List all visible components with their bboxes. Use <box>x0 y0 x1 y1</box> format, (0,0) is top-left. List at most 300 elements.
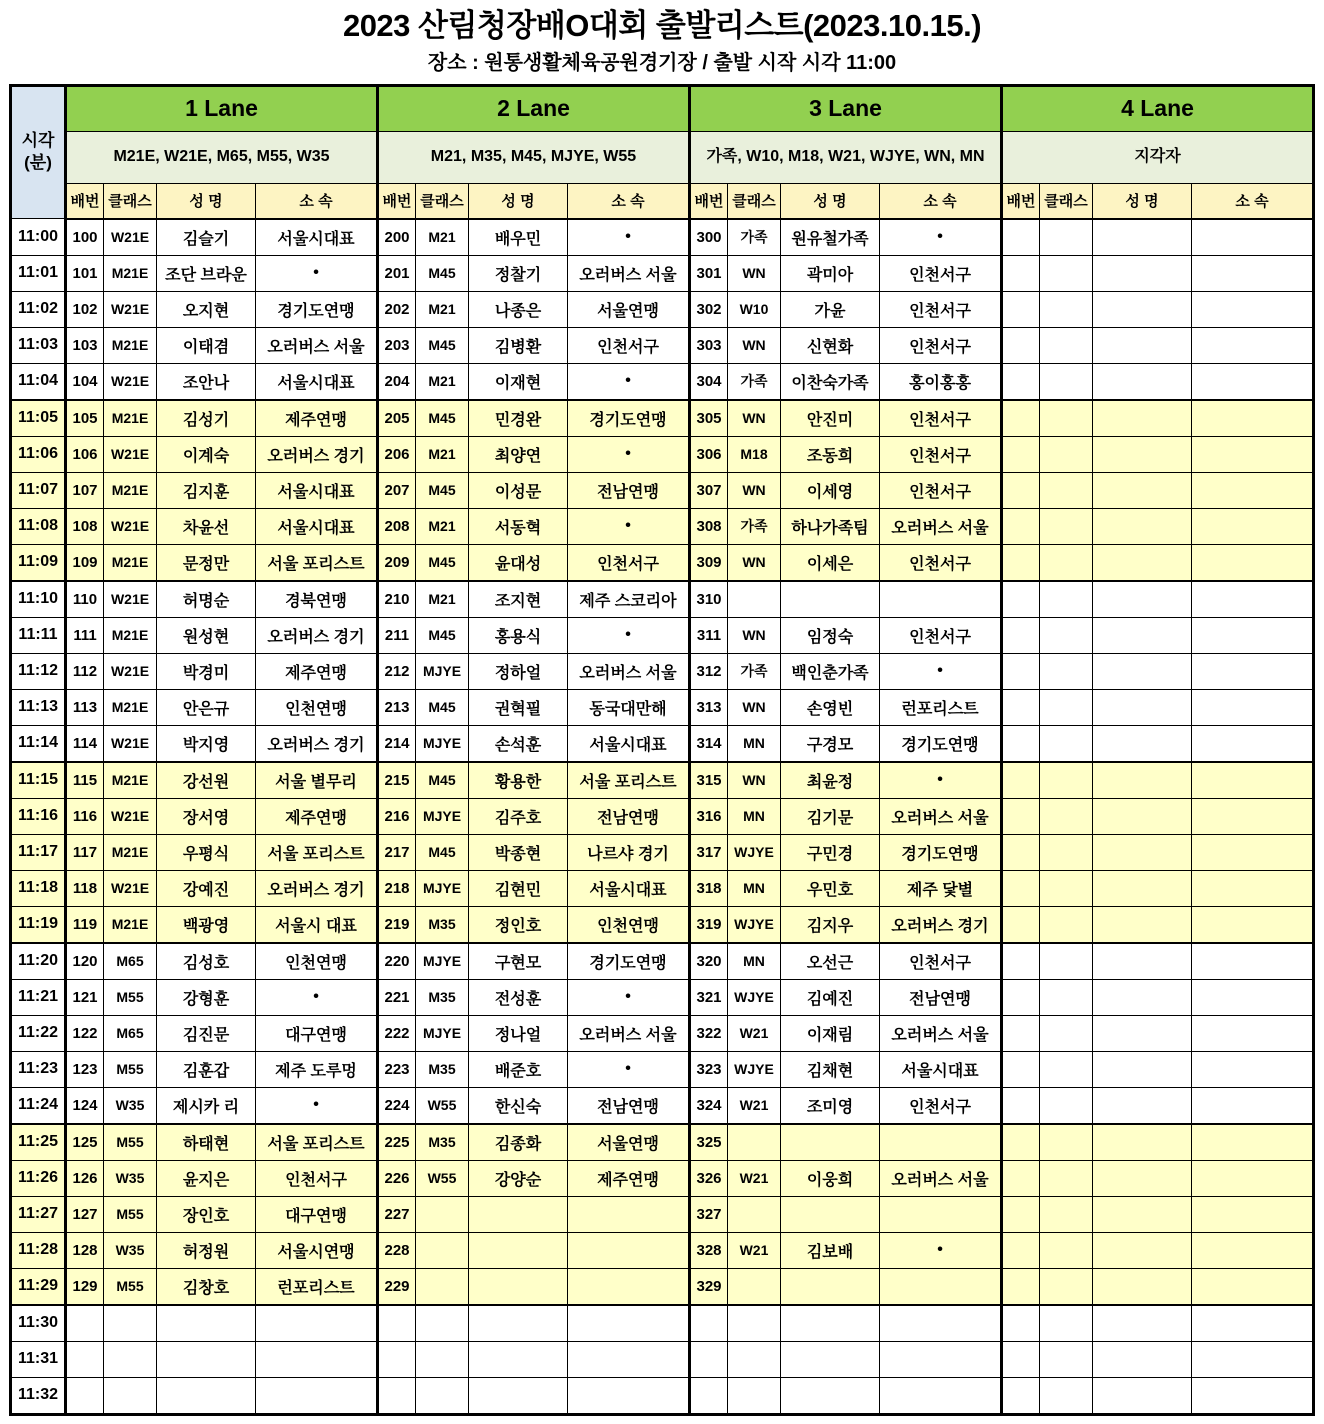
start-row <box>11 762 1314 799</box>
cell-bib <box>1002 653 1040 689</box>
cell-bib: 119 <box>66 906 104 943</box>
cell-club <box>1192 725 1314 762</box>
cell-bib <box>1002 870 1040 906</box>
cell-name: 하나가족팀 <box>781 508 880 544</box>
cell-name <box>469 1305 568 1342</box>
cell-class <box>1040 906 1093 943</box>
cell-club: 서울연맹 <box>568 1124 690 1161</box>
cell-bib: 323 <box>690 1051 728 1087</box>
start-row <box>11 581 1314 618</box>
cell-bib: 210 <box>378 581 416 618</box>
cell-name <box>781 1377 880 1414</box>
cell-bib: 220 <box>378 943 416 980</box>
cell-class: M45 <box>416 762 469 799</box>
cell-club: 오러버스 경기 <box>880 906 1002 943</box>
cell-club: 서울시 대표 <box>256 906 378 943</box>
col-header-class: 클래스 <box>1040 183 1093 219</box>
cell-name: 김예진 <box>781 979 880 1015</box>
cell-club: 오러버스 서울 <box>880 1015 1002 1051</box>
cell-bib: 107 <box>66 472 104 508</box>
cell-name: 이성문 <box>469 472 568 508</box>
cell-bib: 207 <box>378 472 416 508</box>
time-cell: 11:31 <box>11 1341 66 1377</box>
cell-club: • <box>256 1087 378 1124</box>
cell-name: 배준호 <box>469 1051 568 1087</box>
cell-bib: 224 <box>378 1087 416 1124</box>
cell-club <box>1192 1160 1314 1196</box>
cell-class: W21E <box>104 870 157 906</box>
cell-club: 서울시대표 <box>256 363 378 400</box>
cell-bib: 307 <box>690 472 728 508</box>
cell-bib: 113 <box>66 689 104 725</box>
cell-name: 정하얼 <box>469 653 568 689</box>
time-cell: 11:08 <box>11 508 66 544</box>
cell-class: 가족 <box>728 653 781 689</box>
cell-class <box>1040 798 1093 834</box>
start-row <box>11 1305 1314 1342</box>
time-cell: 11:00 <box>11 219 66 256</box>
cell-class <box>1040 1015 1093 1051</box>
cell-class: WJYE <box>728 906 781 943</box>
time-cell: 11:21 <box>11 979 66 1015</box>
cell-bib: 225 <box>378 1124 416 1161</box>
cell-class <box>1040 1196 1093 1232</box>
cell-club <box>256 1341 378 1377</box>
cell-club: 서울 포리스트 <box>568 762 690 799</box>
start-list-table <box>9 84 1315 1416</box>
cell-class: M45 <box>416 544 469 581</box>
cell-club: • <box>568 436 690 472</box>
cell-club <box>1192 1232 1314 1268</box>
cell-class <box>104 1305 157 1342</box>
time-header-line1: 시각 <box>21 131 55 151</box>
cell-name: 하태현 <box>157 1124 256 1161</box>
cell-name: 원성현 <box>157 617 256 653</box>
cell-name <box>781 1124 880 1161</box>
cell-class: M45 <box>416 400 469 437</box>
cell-name: 김진문 <box>157 1015 256 1051</box>
cell-class: M55 <box>104 979 157 1015</box>
cell-name: 정나얼 <box>469 1015 568 1051</box>
time-cell: 11:14 <box>11 725 66 762</box>
start-row <box>11 400 1314 437</box>
cell-club: 서울 포리스트 <box>256 1124 378 1161</box>
cell-name: 문정만 <box>157 544 256 581</box>
time-cell: 11:01 <box>11 255 66 291</box>
cell-class: M55 <box>104 1051 157 1087</box>
col-header-name: 성 명 <box>781 183 880 219</box>
cell-class <box>416 1341 469 1377</box>
cell-class: 가족 <box>728 363 781 400</box>
lane-4-classes: 지각자 <box>1002 131 1314 183</box>
cell-name <box>781 1305 880 1342</box>
cell-class: M21 <box>416 291 469 327</box>
cell-club: 경북연맹 <box>256 581 378 618</box>
cell-name: 김보배 <box>781 1232 880 1268</box>
cell-bib <box>1002 906 1040 943</box>
cell-class <box>1040 1160 1093 1196</box>
cell-name: 최양연 <box>469 436 568 472</box>
col-header-bib: 배번 <box>378 183 416 219</box>
cell-name: 이계숙 <box>157 436 256 472</box>
cell-name: 홍용식 <box>469 617 568 653</box>
time-cell: 11:17 <box>11 834 66 870</box>
cell-bib: 103 <box>66 327 104 363</box>
cell-bib: 321 <box>690 979 728 1015</box>
cell-name: 제시카 리 <box>157 1087 256 1124</box>
cell-bib <box>1002 617 1040 653</box>
cell-bib: 214 <box>378 725 416 762</box>
cell-class <box>728 581 781 618</box>
cell-class <box>1040 472 1093 508</box>
cell-club: 경기도연맹 <box>568 400 690 437</box>
cell-class: W21E <box>104 725 157 762</box>
start-row <box>11 870 1314 906</box>
cell-name: 가윤 <box>781 291 880 327</box>
cell-club <box>568 1377 690 1414</box>
cell-name: 강형훈 <box>157 979 256 1015</box>
time-cell: 11:12 <box>11 653 66 689</box>
cell-bib: 216 <box>378 798 416 834</box>
cell-bib: 316 <box>690 798 728 834</box>
cell-name <box>1093 1124 1192 1161</box>
cell-bib: 306 <box>690 436 728 472</box>
cell-name: 조안나 <box>157 363 256 400</box>
cell-bib <box>1002 1232 1040 1268</box>
cell-bib <box>1002 363 1040 400</box>
cell-bib <box>1002 255 1040 291</box>
cell-name: 장서영 <box>157 798 256 834</box>
cell-class <box>1040 943 1093 980</box>
cell-class <box>1040 1232 1093 1268</box>
cell-club: 인천서구 <box>880 400 1002 437</box>
cell-class: M45 <box>416 472 469 508</box>
cell-bib <box>1002 1377 1040 1414</box>
cell-class: M65 <box>104 1015 157 1051</box>
start-row <box>11 725 1314 762</box>
time-cell: 11:23 <box>11 1051 66 1087</box>
cell-club: 오러버스 경기 <box>256 436 378 472</box>
cell-name <box>1093 870 1192 906</box>
cell-name: 조단 브라운 <box>157 255 256 291</box>
cell-name: 우평식 <box>157 834 256 870</box>
cell-class: MJYE <box>416 798 469 834</box>
cell-club: 전남연맹 <box>880 979 1002 1015</box>
cell-class: W55 <box>416 1087 469 1124</box>
cell-club <box>1192 219 1314 256</box>
cell-class <box>104 1341 157 1377</box>
cell-class: MJYE <box>416 943 469 980</box>
start-row <box>11 798 1314 834</box>
cell-bib <box>66 1341 104 1377</box>
time-cell: 11:18 <box>11 870 66 906</box>
cell-name: 강선원 <box>157 762 256 799</box>
cell-class: M21 <box>416 581 469 618</box>
cell-club: • <box>568 219 690 256</box>
cell-name: 박종현 <box>469 834 568 870</box>
col-header-name: 성 명 <box>469 183 568 219</box>
cell-club <box>880 1124 1002 1161</box>
cell-bib: 206 <box>378 436 416 472</box>
page-title: 2023 산림청장배O대회 출발리스트(2023.10.15.) <box>342 8 982 43</box>
cell-club <box>880 581 1002 618</box>
cell-club: 동국대만해 <box>568 689 690 725</box>
start-row <box>11 834 1314 870</box>
cell-club <box>1192 291 1314 327</box>
cell-club: 경기도연맹 <box>568 943 690 980</box>
cell-name <box>469 1377 568 1414</box>
cell-club: 인천서구 <box>256 1160 378 1196</box>
cell-name <box>1093 617 1192 653</box>
start-row <box>11 979 1314 1015</box>
time-cell: 11:26 <box>11 1160 66 1196</box>
cell-name: 안은규 <box>157 689 256 725</box>
cell-club <box>880 1196 1002 1232</box>
cell-club: 오러버스 서울 <box>256 327 378 363</box>
time-cell: 11:09 <box>11 544 66 581</box>
cell-bib: 217 <box>378 834 416 870</box>
col-header-club: 소 속 <box>1192 183 1314 219</box>
lane-2-classes: M21, M35, M45, MJYE, W55 <box>378 131 690 183</box>
cell-club <box>1192 689 1314 725</box>
cell-class <box>728 1377 781 1414</box>
cell-bib: 305 <box>690 400 728 437</box>
cell-club: 전남연맹 <box>568 1087 690 1124</box>
cell-class <box>1040 436 1093 472</box>
cell-club: 서울 포리스트 <box>256 834 378 870</box>
cell-club <box>1192 400 1314 437</box>
cell-class: MJYE <box>416 725 469 762</box>
cell-class: MN <box>728 943 781 980</box>
cell-class: M45 <box>416 689 469 725</box>
cell-name <box>1093 1196 1192 1232</box>
cell-club: • <box>880 1232 1002 1268</box>
cell-club: 서울시대표 <box>880 1051 1002 1087</box>
cell-bib: 218 <box>378 870 416 906</box>
cell-class <box>1040 689 1093 725</box>
cell-bib <box>1002 725 1040 762</box>
cell-bib: 300 <box>690 219 728 256</box>
cell-bib: 115 <box>66 762 104 799</box>
cell-name <box>1093 943 1192 980</box>
time-cell: 11:04 <box>11 363 66 400</box>
cell-club: 런포리스트 <box>256 1268 378 1305</box>
cell-name <box>1093 255 1192 291</box>
cell-club: 인천서구 <box>880 327 1002 363</box>
time-cell: 11:16 <box>11 798 66 834</box>
cell-class: WN <box>728 544 781 581</box>
cell-class <box>416 1196 469 1232</box>
cell-name <box>1093 653 1192 689</box>
cell-name <box>781 1268 880 1305</box>
cell-class: W21 <box>728 1232 781 1268</box>
cell-club <box>568 1196 690 1232</box>
cell-name: 권혁필 <box>469 689 568 725</box>
cell-name: 원유철가족 <box>781 219 880 256</box>
cell-name <box>1093 762 1192 799</box>
cell-name <box>1093 1268 1192 1305</box>
cell-club: 인천서구 <box>880 617 1002 653</box>
cell-name: 이웅희 <box>781 1160 880 1196</box>
cell-club: 제주연맹 <box>256 798 378 834</box>
cell-class: W21E <box>104 653 157 689</box>
cell-club <box>1192 906 1314 943</box>
cell-bib: 324 <box>690 1087 728 1124</box>
cell-name <box>1093 906 1192 943</box>
cell-name: 우민호 <box>781 870 880 906</box>
cell-club: 인천연맹 <box>568 906 690 943</box>
cell-club: 서울시대표 <box>256 472 378 508</box>
cell-bib: 228 <box>378 1232 416 1268</box>
cell-name <box>157 1377 256 1414</box>
cell-club: 인천서구 <box>880 1087 1002 1124</box>
cell-class <box>728 1305 781 1342</box>
start-row <box>11 363 1314 400</box>
cell-bib: 226 <box>378 1160 416 1196</box>
cell-club: 서울시대표 <box>568 725 690 762</box>
cell-name: 곽미아 <box>781 255 880 291</box>
cell-class: W21E <box>104 363 157 400</box>
cell-class: WJYE <box>728 1051 781 1087</box>
cell-club: 서울 포리스트 <box>256 544 378 581</box>
cell-class: M21E <box>104 906 157 943</box>
cell-bib <box>1002 219 1040 256</box>
cell-club: • <box>880 219 1002 256</box>
cell-name: 나종은 <box>469 291 568 327</box>
cell-bib <box>1002 544 1040 581</box>
cell-class: M21E <box>104 472 157 508</box>
time-cell: 11:03 <box>11 327 66 363</box>
cell-bib: 203 <box>378 327 416 363</box>
cell-club <box>568 1268 690 1305</box>
cell-club: • <box>568 979 690 1015</box>
cell-class: W21 <box>728 1087 781 1124</box>
cell-bib: 209 <box>378 544 416 581</box>
cell-name <box>1093 508 1192 544</box>
cell-name: 조동희 <box>781 436 880 472</box>
cell-class <box>1040 1305 1093 1342</box>
cell-class: M21 <box>416 508 469 544</box>
start-row <box>11 943 1314 980</box>
cell-class <box>1040 762 1093 799</box>
time-cell: 11:29 <box>11 1268 66 1305</box>
cell-name: 민경완 <box>469 400 568 437</box>
lane-1-classes: M21E, W21E, M65, M55, W35 <box>66 131 378 183</box>
cell-club <box>1192 436 1314 472</box>
cell-name: 김주호 <box>469 798 568 834</box>
cell-class: W21E <box>104 219 157 256</box>
cell-name: 이재림 <box>781 1015 880 1051</box>
cell-bib <box>1002 1051 1040 1087</box>
cell-bib: 111 <box>66 617 104 653</box>
cell-club <box>880 1377 1002 1414</box>
cell-name <box>1093 798 1192 834</box>
lane-2-header: 2 Lane <box>378 85 690 131</box>
cell-bib: 319 <box>690 906 728 943</box>
cell-bib <box>1002 979 1040 1015</box>
cell-name <box>469 1196 568 1232</box>
cell-name: 김종화 <box>469 1124 568 1161</box>
cell-bib: 110 <box>66 581 104 618</box>
cell-bib <box>690 1377 728 1414</box>
cell-bib: 303 <box>690 327 728 363</box>
cell-club <box>880 1268 1002 1305</box>
lane-1-header: 1 Lane <box>66 85 378 131</box>
cell-class <box>1040 1268 1093 1305</box>
cell-class: MN <box>728 798 781 834</box>
cell-class: WN <box>728 762 781 799</box>
cell-club: 인천서구 <box>880 436 1002 472</box>
start-row <box>11 653 1314 689</box>
cell-class <box>1040 834 1093 870</box>
cell-name <box>469 1268 568 1305</box>
cell-class <box>1040 979 1093 1015</box>
cell-class <box>1040 219 1093 256</box>
cell-name: 김병환 <box>469 327 568 363</box>
cell-bib <box>1002 581 1040 618</box>
cell-club <box>1192 1015 1314 1051</box>
cell-name: 한신숙 <box>469 1087 568 1124</box>
cell-bib: 222 <box>378 1015 416 1051</box>
cell-class <box>1040 544 1093 581</box>
cell-class: M35 <box>416 1124 469 1161</box>
cell-club <box>1192 255 1314 291</box>
cell-club: • <box>880 653 1002 689</box>
cell-bib: 313 <box>690 689 728 725</box>
lane-3-header: 3 Lane <box>690 85 1002 131</box>
cell-class: 가족 <box>728 508 781 544</box>
cell-class <box>1040 1051 1093 1087</box>
cell-club <box>1192 508 1314 544</box>
cell-bib: 310 <box>690 581 728 618</box>
time-cell: 11:22 <box>11 1015 66 1051</box>
cell-club: 전남연맹 <box>568 798 690 834</box>
time-cell: 11:13 <box>11 689 66 725</box>
cell-club <box>1192 870 1314 906</box>
cell-name: 구현모 <box>469 943 568 980</box>
cell-class <box>1040 581 1093 618</box>
cell-class <box>1040 653 1093 689</box>
cell-class: M35 <box>416 906 469 943</box>
cell-bib: 129 <box>66 1268 104 1305</box>
cell-bib: 227 <box>378 1196 416 1232</box>
time-cell: 11:19 <box>11 906 66 943</box>
cell-bib: 116 <box>66 798 104 834</box>
cell-name: 김성기 <box>157 400 256 437</box>
cell-name: 윤지은 <box>157 1160 256 1196</box>
cell-class <box>1040 870 1093 906</box>
cell-club: 런포리스트 <box>880 689 1002 725</box>
cell-club: 제주연맹 <box>568 1160 690 1196</box>
cell-class: M21 <box>416 363 469 400</box>
cell-bib: 327 <box>690 1196 728 1232</box>
start-row <box>11 1160 1314 1196</box>
cell-club: 오러버스 서울 <box>880 1160 1002 1196</box>
start-row <box>11 508 1314 544</box>
cell-bib: 202 <box>378 291 416 327</box>
cell-bib: 223 <box>378 1051 416 1087</box>
cell-name <box>1093 1232 1192 1268</box>
cell-bib: 318 <box>690 870 728 906</box>
cell-name <box>1093 1087 1192 1124</box>
cell-class: WN <box>728 327 781 363</box>
cell-bib: 304 <box>690 363 728 400</box>
cell-name: 배우민 <box>469 219 568 256</box>
cell-class: M21E <box>104 327 157 363</box>
cell-class: WJYE <box>728 979 781 1015</box>
cell-class: W55 <box>416 1160 469 1196</box>
cell-bib <box>1002 943 1040 980</box>
